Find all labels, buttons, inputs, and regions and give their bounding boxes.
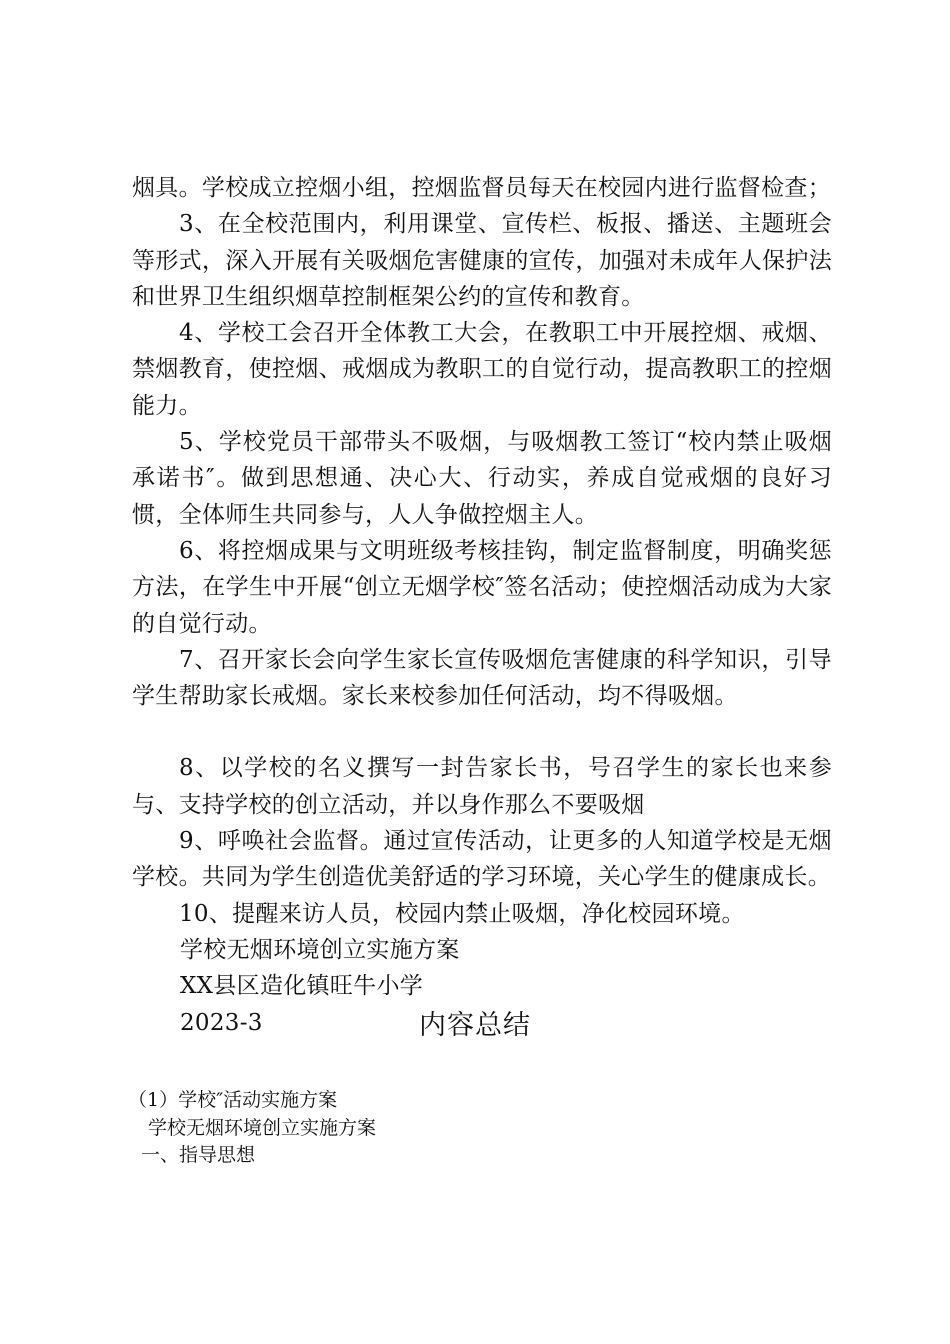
signature-school: XX县区造化镇旺牛小学 [180, 973, 424, 1000]
paragraph-item-9: 9、呼唤社会监督。通过宣传活动，让更多的人知道学校是无烟学校。共同为学生创造优美舒适的学习环境，关心学生的健康成长。 [132, 828, 832, 891]
paragraph-item-8: 8、以学校的名义撰写一封告家长书，号召学生的家长也来参与、支持学校的创立活动，并以身作那么不要吸烟 [132, 755, 832, 818]
summary-line-2: 学校无烟环境创立实施方案 [148, 1116, 377, 1139]
summary-line-1: （1）学校″活动实施方案 [128, 1089, 338, 1111]
paragraph-item-3: 3、在全校范围内，利用课堂、宣传栏、板报、播送、主题班会等形式，深入开展有关吸烟危害健康的宣传，加强对未成年人保护法和世界卫生组织烟草控制框架公约的宣传和教育。 [132, 211, 832, 310]
summary-section [128, 1087, 848, 1170]
paragraph-item-6: 6、将控烟成果与文明班级考核挂钩，制定监督制度，明确奖惩方法，在学生中开展“创立无烟学校″签名活动；使控烟活动成为大家的自觉行动。 [132, 537, 832, 637]
document-body [132, 170, 832, 1041]
paragraph-continued: 烟具。学校成立控烟小组，控烟监督员每天在校园内进行监督检查； [132, 175, 831, 201]
summary-heading: 内容总结 [419, 1010, 531, 1041]
summary-line-3: 一、指导思想 [141, 1144, 256, 1166]
signature-date: 2023-3 [180, 1009, 263, 1036]
signature-plan-title: 学校无烟环境创立实施方案 [180, 936, 460, 963]
paragraph-item-10: 10、提醒来访人员，校园内禁止吸烟，净化校园环境。 [179, 900, 745, 927]
paragraph-item-7: 7、召开家长会向学生家长宣传吸烟危害健康的科学知识，引导学生帮助家长戒烟。家长来校参加任何活动，均不得吸烟。 [132, 646, 832, 710]
paragraph-item-5: 5、学校党员干部带头不吸烟，与吸烟教工签订“校内禁止吸烟承诺书″。做到思想通、决心大、行动实，养成自觉戒烟的良好习惯，全体师生共同参与，人人争做控烟主人。 [132, 429, 832, 528]
paragraph-item-4: 4、学校工会召开全体教工大会，在教职工中开展控烟、戒烟、禁烟教育，使控烟、戒烟成为教职工的自觉行动，提高教职工的控烟能力。 [132, 320, 832, 419]
